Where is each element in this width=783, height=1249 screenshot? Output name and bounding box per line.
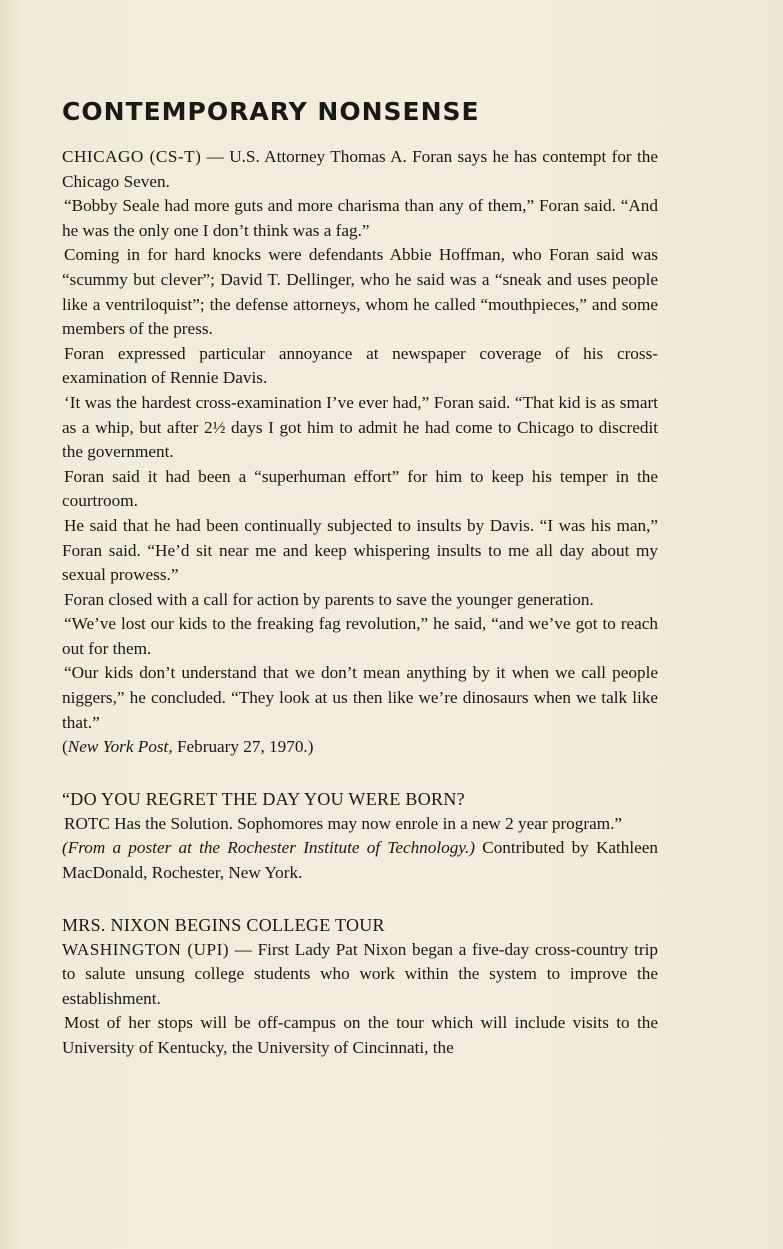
citation-paren: ( [62, 737, 68, 757]
dateline: CHICAGO (CS-T) [62, 147, 202, 166]
paragraph: “Bobby Seale had more guts and more charisma than any of them,” Foran said. “And he was the only one I don’t think was a fag.” [62, 196, 658, 240]
source-publication: New York Post, [67, 737, 173, 757]
paragraph: “Our kids don’t understand that we don’t mean anything by it when we call people niggers,” he concluded. “They look at us then like we’re dinosaurs when we talk like that.” [62, 663, 658, 732]
article-title: CONTEMPORARY NONSENSE [62, 97, 480, 126]
paragraph: Foran closed with a call for action by parents to save the younger generation. [64, 589, 594, 609]
source-citation [62, 735, 658, 760]
spacer [62, 886, 658, 913]
lead-text: — First Lady Pat Nixon began a five-day cross-country trip to salute unsung college students who work within the system to improve the establishment. [62, 939, 658, 1008]
paragraph: Foran expressed particular annoyance at newspaper coverage of his cross-examination of Rennie Davis. [62, 343, 658, 388]
page-content [62, 96, 658, 1061]
paragraph: ROTC Has the Solution. Sophomores may now enrole in a new 2 year program.” [64, 813, 623, 833]
paragraph: He said that he had been continually subjected to insults by Davis. “I was his man,” Foran said. “He’d sit near me and keep whispering insults to me all day about my sexual prowess.” [62, 515, 658, 585]
paragraph: Most of her stops will be off-campus on the tour which will include visits to the University of Kentucky, the University of Cincinnati, the [62, 1013, 658, 1057]
article-lead [62, 938, 658, 1012]
contributor: Contributed by Kathleen MacDonald, Rochester, New York. [62, 838, 659, 883]
section-heading: MRS. NIXON BEGINS COLLEGE TOUR [62, 914, 385, 935]
source-citation [62, 836, 658, 885]
source-italic: (From a poster at the Rochester Institute of Technology.) [62, 838, 476, 858]
spacer [62, 760, 658, 787]
paragraph: ‘It was the hardest cross-examination I’ve ever had,” Foran said. “That kid is as smart as a whip, but after 2½ days I got him to admit he had come to Chicago to discredit the government. [62, 392, 658, 462]
paragraph: Foran said it had been a “superhuman effort” for him to keep his temper in the courtroom. [62, 466, 658, 511]
article-lead [62, 145, 658, 194]
dateline: WASHINGTON (UPI) [62, 939, 230, 959]
lead-text: — U.S. Attorney Thomas A. Foran says he has contempt for the Chicago Seven. [62, 147, 658, 191]
source-date: February 27, 1970.) [172, 737, 314, 757]
section-heading: “DO YOU REGRET THE DAY YOU WERE BORN? [62, 788, 465, 809]
paragraph: “We’ve lost our kids to the freaking fag revolution,” he said, “and we’ve got to reach out for them. [62, 614, 658, 658]
paragraph: Coming in for hard knocks were defendants Abbie Hoffman, who Foran said was “scummy but clever”; David T. Dellinger, who he said was a “sneak and uses people like a ventriloquist”; the defense attorneys, whom he called “mouthpieces,” and some members of the press. [62, 245, 658, 339]
